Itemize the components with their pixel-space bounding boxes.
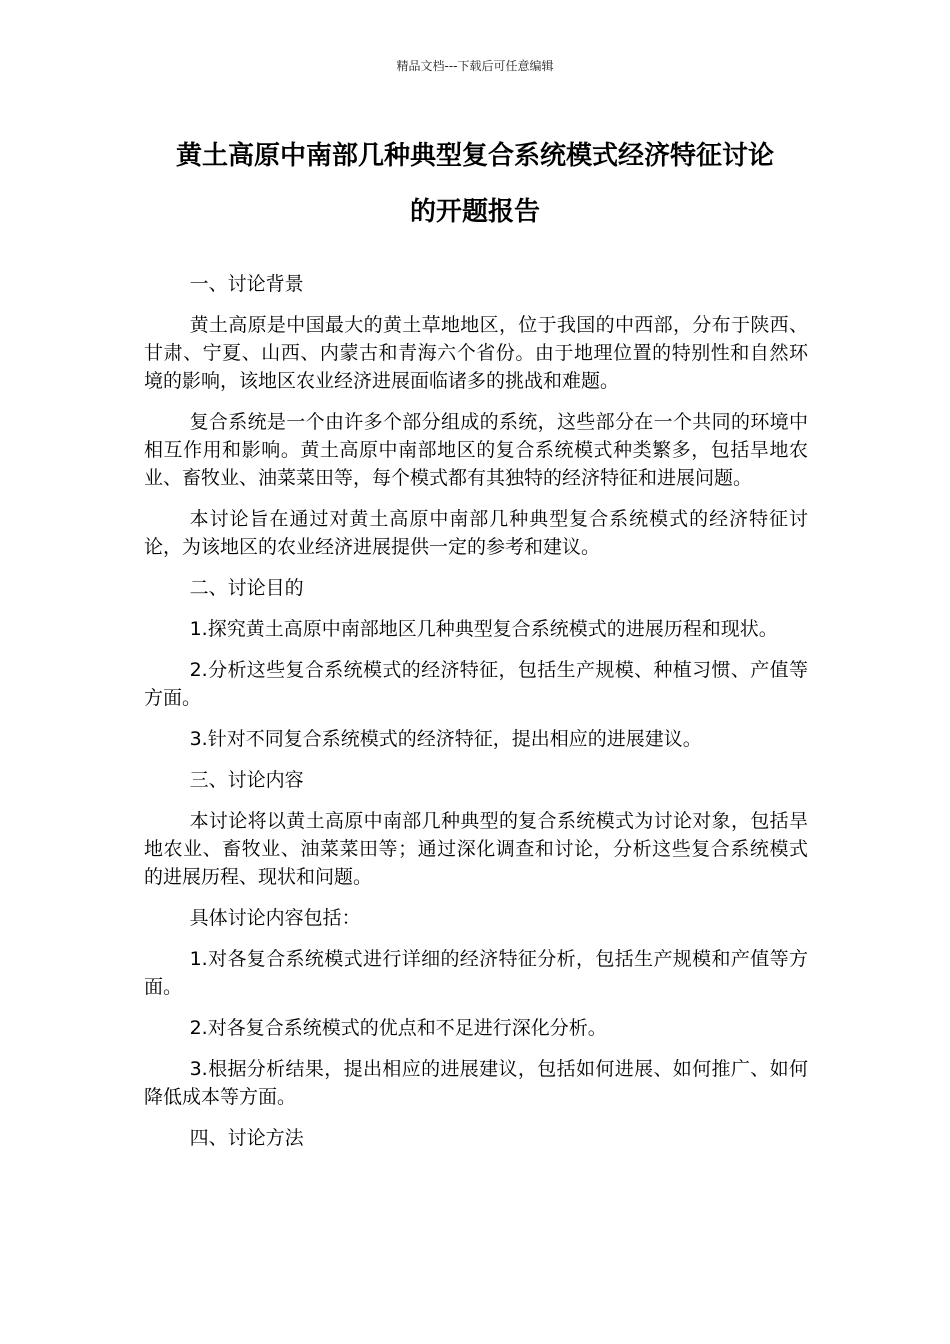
paragraph-content-4: 2.对各复合系统模式的优点和不足进行深化分析。 bbox=[189, 1017, 607, 1039]
section-heading-purpose: 二、讨论目的 bbox=[189, 577, 304, 599]
paragraph-content-5: 3.根据分析结果，提出相应的进展建议，包括如何进展、如何推广、如何降低成本等方面。 bbox=[144, 1058, 808, 1108]
paragraph-content-2: 具体讨论内容包括： bbox=[189, 907, 361, 929]
header-note: 精品文档---下载后可任意编辑 bbox=[396, 59, 554, 73]
paragraph-purpose-2: 2.分析这些复合系统模式的经济特征，包括生产规模、种植习惯、产值等方面。 bbox=[144, 659, 808, 709]
paragraph-background-3: 本讨论旨在通过对黄土高原中南部几种典型复合系统模式的经济特征讨论，为该地区的农业经济进展提供一定的参考和建议。 bbox=[144, 508, 808, 558]
paragraph-content-1: 本讨论将以黄土高原中南部几种典型的复合系统模式为讨论对象，包括旱地农业、畜牧业、油菜菜田等；通过深化调查和讨论，分析这些复合系统模式的进展历程、现状和问题。 bbox=[144, 810, 808, 888]
document-title-line-2: 的开题报告 bbox=[409, 197, 540, 227]
paragraph-purpose-3: 3.针对不同复合系统模式的经济特征，提出相应的进展建议。 bbox=[189, 728, 702, 750]
paragraph-background-2: 复合系统是一个由许多个部分组成的系统，这些部分在一个共同的环境中相互作用和影响。黄土高原中南部地区的复合系统模式种类繁多，包括旱地农业、畜牧业、油菜菜田等，每个模式都有其独特的经济特征和进展问题。 bbox=[144, 411, 808, 489]
document-title-line-1: 黄土高原中南部几种典型复合系统模式经济特征讨论 bbox=[175, 141, 774, 171]
paragraph-purpose-1: 1.探究黄土高原中南部地区几种典型复合系统模式的进展历程和现状。 bbox=[189, 618, 778, 640]
document-body bbox=[144, 270, 808, 1165]
paragraph-content-3: 1.对各复合系统模式进行详细的经济特征分析，包括生产规模和产值等方面。 bbox=[144, 948, 808, 998]
section-heading-content: 三、讨论内容 bbox=[189, 769, 304, 791]
paragraph-background-1: 黄土高原是中国最大的黄土草地地区，位于我国的中西部，分布于陕西、甘肃、宁夏、山西、内蒙古和青海六个省份。由于地理位置的特别性和自然环境的影响，该地区农业经济进展面临诸多的挑战和难题。 bbox=[144, 314, 808, 392]
section-heading-background: 一、讨论背景 bbox=[189, 273, 304, 295]
section-heading-method: 四、讨论方法 bbox=[189, 1127, 304, 1149]
